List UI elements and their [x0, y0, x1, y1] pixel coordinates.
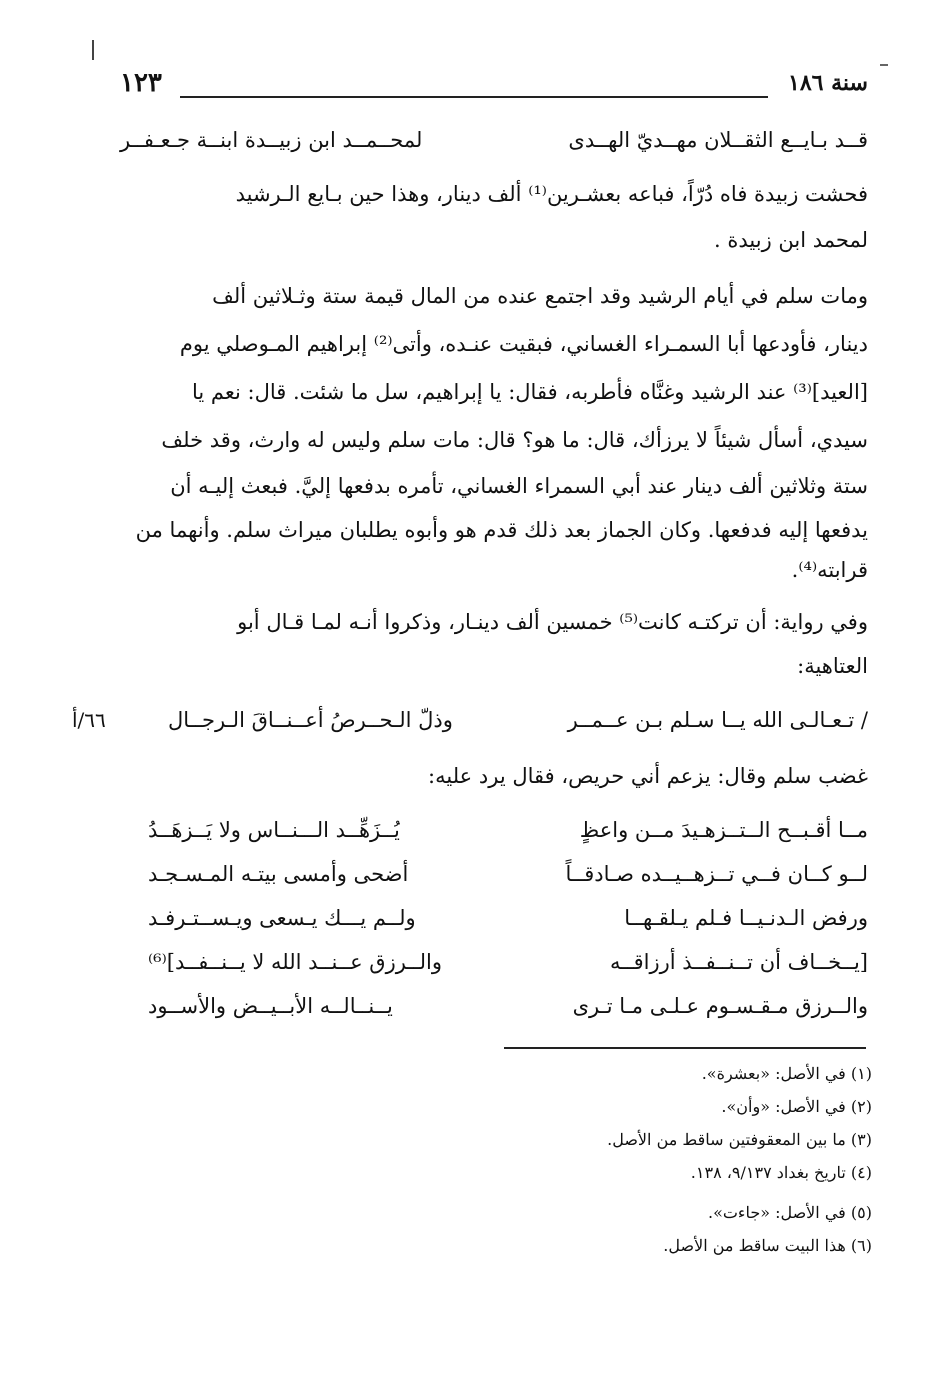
footnote: (٦) هذا البيت ساقط من الأصل. [663, 1236, 872, 1255]
paragraph-line: العتاهية: [797, 654, 868, 678]
poem-verse [120, 818, 868, 858]
corner-mark [880, 64, 888, 66]
verse-second-hemistich: يُــزَهِّــد الـــنــاس ولا يَــزهَــدُ [148, 818, 400, 842]
verse-first-hemistich: / تـعـالـى الله يــا سـلم بـن عــمــر [567, 708, 868, 732]
footnote: (٥) في الأصل: «جاءت». [707, 1203, 872, 1222]
paragraph-line: سيدي، أسأل شيئاً لا يرزأك، قال: ما هو؟ قال: مات سلم وليس له وارث، وقد خلف [161, 428, 868, 452]
verse-first-hemistich: لــو كــان فــي تــزهــيــده صـادقــاً [565, 862, 868, 886]
paragraph-line: ستة وثلاثين ألف دينار عند أبي السمراء الغساني، تأمره بدفعها إليَّ. فبعث إليـه أن [170, 474, 868, 498]
paragraph-line: دينار، فأودعها أبا السمـراء الغساني، فبقيت عنـده، وأتى⁽²⁾ إبراهيم المـوصلي يوم [179, 332, 868, 356]
footnote: (١) في الأصل: «بعشرة». [701, 1064, 872, 1083]
verse-first-hemistich: مــا أقـبــح الــتــزهـيدَ مــن واعظٍ [579, 818, 868, 842]
poem-verse [120, 950, 868, 990]
paragraph-line: غضب سلم وقال: يزعم أني حريص، فقال يرد عليه: [428, 764, 868, 788]
verse-second-hemistich: لمحــمــد ابن زبيــدة ابنــة جـعـفــر [120, 128, 423, 152]
footnote-rule [504, 1047, 866, 1049]
year-heading: سنة ١٨٦ [788, 70, 868, 96]
verse-first-hemistich: [يــخــاف أن تــنــفــذ أرزاقــه [610, 950, 868, 974]
poem-verse [120, 906, 868, 946]
verse-line [120, 128, 868, 168]
verse-first-hemistich: والــرزق مـقـسـوم عـلـى مـا تـرى [572, 994, 868, 1018]
running-head [120, 68, 868, 108]
footnote: (٤) تاريخ بغداد ٩/١٣٧، ١٣٨. [690, 1163, 872, 1182]
footnote: (٢) في الأصل: «وأن». [721, 1097, 872, 1116]
verse-second-hemistich: والــرزق عــنــد الله لا يــنــفــد]⁽⁶⁾ [148, 950, 443, 974]
verse-second-hemistich: أضحى وأمسى بيتـه المـسـجـد [148, 862, 409, 886]
footnote: (٣) ما بين المعقوفتين ساقط من الأصل. [607, 1130, 872, 1149]
verse-first-hemistich: ورفض الـدنـيــا فـلم يـلقـهــا [624, 906, 868, 930]
verse-second-hemistich: وذلّ الـحــرصُ أعــنــاقَ الـرجــال [168, 708, 453, 732]
verse-first-hemistich: قــد بـايــع الثقــلان مهــديّ الهــدى [568, 128, 868, 152]
paragraph-line: فحشت زبيدة فاه دُرّاً، فباعه بعشـرين⁽¹⁾ ألف دينار، وهذا حين بـايع الـرشيد [235, 182, 868, 206]
paragraph-line: وفي رواية: أن تركتـه كانت⁽⁵⁾ خمسين ألف دينـار، وذكروا أنـه لمـا قـال أبو [237, 610, 868, 634]
paragraph-line: لمحمد ابن زبيدة . [714, 228, 868, 252]
paragraph-line: ومات سلم في أيام الرشيد وقد اجتمع عنده من المال قيمة ستة وثـلاثين ألف [212, 284, 868, 308]
verse-second-hemistich: يــنــالــه الأبــيــض والأســود [148, 994, 393, 1018]
verse-line [168, 708, 868, 748]
header-rule [180, 96, 768, 98]
poem-verse [120, 994, 868, 1034]
verse-second-hemistich: ولــم يـــك يـسعى ويـســتـرفـد [148, 906, 416, 930]
page-number: ١٢٣ [120, 68, 162, 98]
paragraph-line: يدفعها إليه فدفعها. وكان الجماز بعد ذلك قدم هو وأبوه يطلبان ميراث سلم. وأنهما من [135, 518, 868, 542]
margin-mark [92, 40, 94, 60]
poem-verse [120, 862, 868, 902]
folio-reference: ٦٦/أ [72, 708, 106, 732]
paragraph-line: قرابته⁽⁴⁾. [791, 558, 868, 582]
paragraph-line: [العيد]⁽³⁾ عند الرشيد وغنَّاه فأطربه، فقال: يا إبراهيم، سل ما شئت. قال: نعم يا [191, 380, 868, 404]
